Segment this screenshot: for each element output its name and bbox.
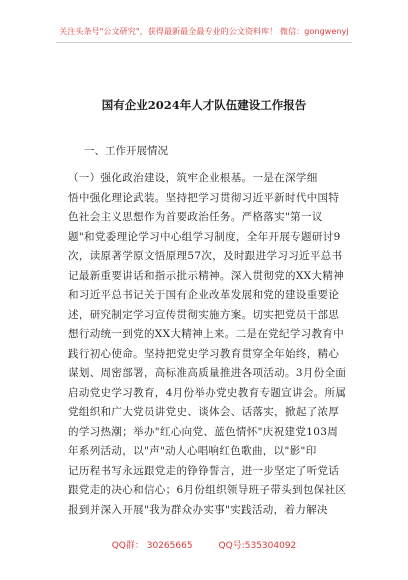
- body-line: 跟党走的决心和信心；6月份组织领导班子带头到包保社区: [68, 484, 346, 496]
- body-line: 色社会主义思想作为首要政治任务。严格落实"第一议: [68, 211, 323, 223]
- body-line: 和习近平总书记关于国有企业改革发展和党的建设重要论: [68, 289, 340, 301]
- body-line: 谋划、周密部署，高标准高质量推进各项活动。3月份全面: [68, 367, 346, 379]
- footer-contact: [0, 538, 408, 551]
- body-line: 记历程书写永远跟党走的铮铮誓言，进一步坚定了听党话: [68, 464, 340, 477]
- body-line: （一）强化政治建设，筑牢企业根基。一是在深学细: [68, 172, 318, 184]
- header-promo: 关注头条号"公文研究"，获得最新最全最专业的公文资料库！ 微信：gongwenyj: [59, 27, 349, 36]
- footer-qq-number: QQ号:535304092: [218, 541, 297, 551]
- body-line: 想行动统一到党的XX大精神上来。二是在党纪学习教育中: [68, 328, 345, 340]
- body-line: 报到并深入开展"我为群众办实事"实践活动，着力解决: [68, 503, 328, 516]
- header-divider: [56, 42, 352, 43]
- body-line: 启动党史学习教育，4月份举办党史教育专题宣讲会。所属: [68, 386, 346, 399]
- body-line: 践行初心使命。坚持把党史学习教育贯穿全年始终，精心: [68, 347, 340, 360]
- body-line: 的学习热潮；举办"红心向党、蓝色情怀"庆祝建党103周: [68, 425, 339, 438]
- body-line: 年系列活动，以"声"动人心唱响红色歌曲，以"影"印: [68, 445, 317, 457]
- body-line: 次，读原著学原文悟原理57次，及时跟进学习习近平总书: [68, 250, 343, 262]
- body-line: 述，研究制定学习宣传贯彻实施方案。切实把党员干部思: [68, 308, 340, 321]
- footer-qq-group: QQ群： 30265665: [111, 541, 193, 551]
- body-line: 党组织和广大党员讲党史、谈体会、话落实，掀起了浓厚: [68, 406, 340, 418]
- body-line: 题"和党委理论学习中心组学习制度，全年开展专题研讨9: [68, 230, 341, 243]
- section-heading: 一、工作开展情况: [84, 145, 168, 157]
- body-line: 记最新重要讲话和指示批示精神。深入贯彻党的XX大精神: [68, 269, 345, 282]
- document-title: 国有企业2024年人才队伍建设工作报告: [101, 98, 307, 112]
- body-line: 悟中强化理论武装。坚持把学习贯彻习近平新时代中国特: [68, 191, 340, 204]
- body-paragraph: [68, 169, 346, 520]
